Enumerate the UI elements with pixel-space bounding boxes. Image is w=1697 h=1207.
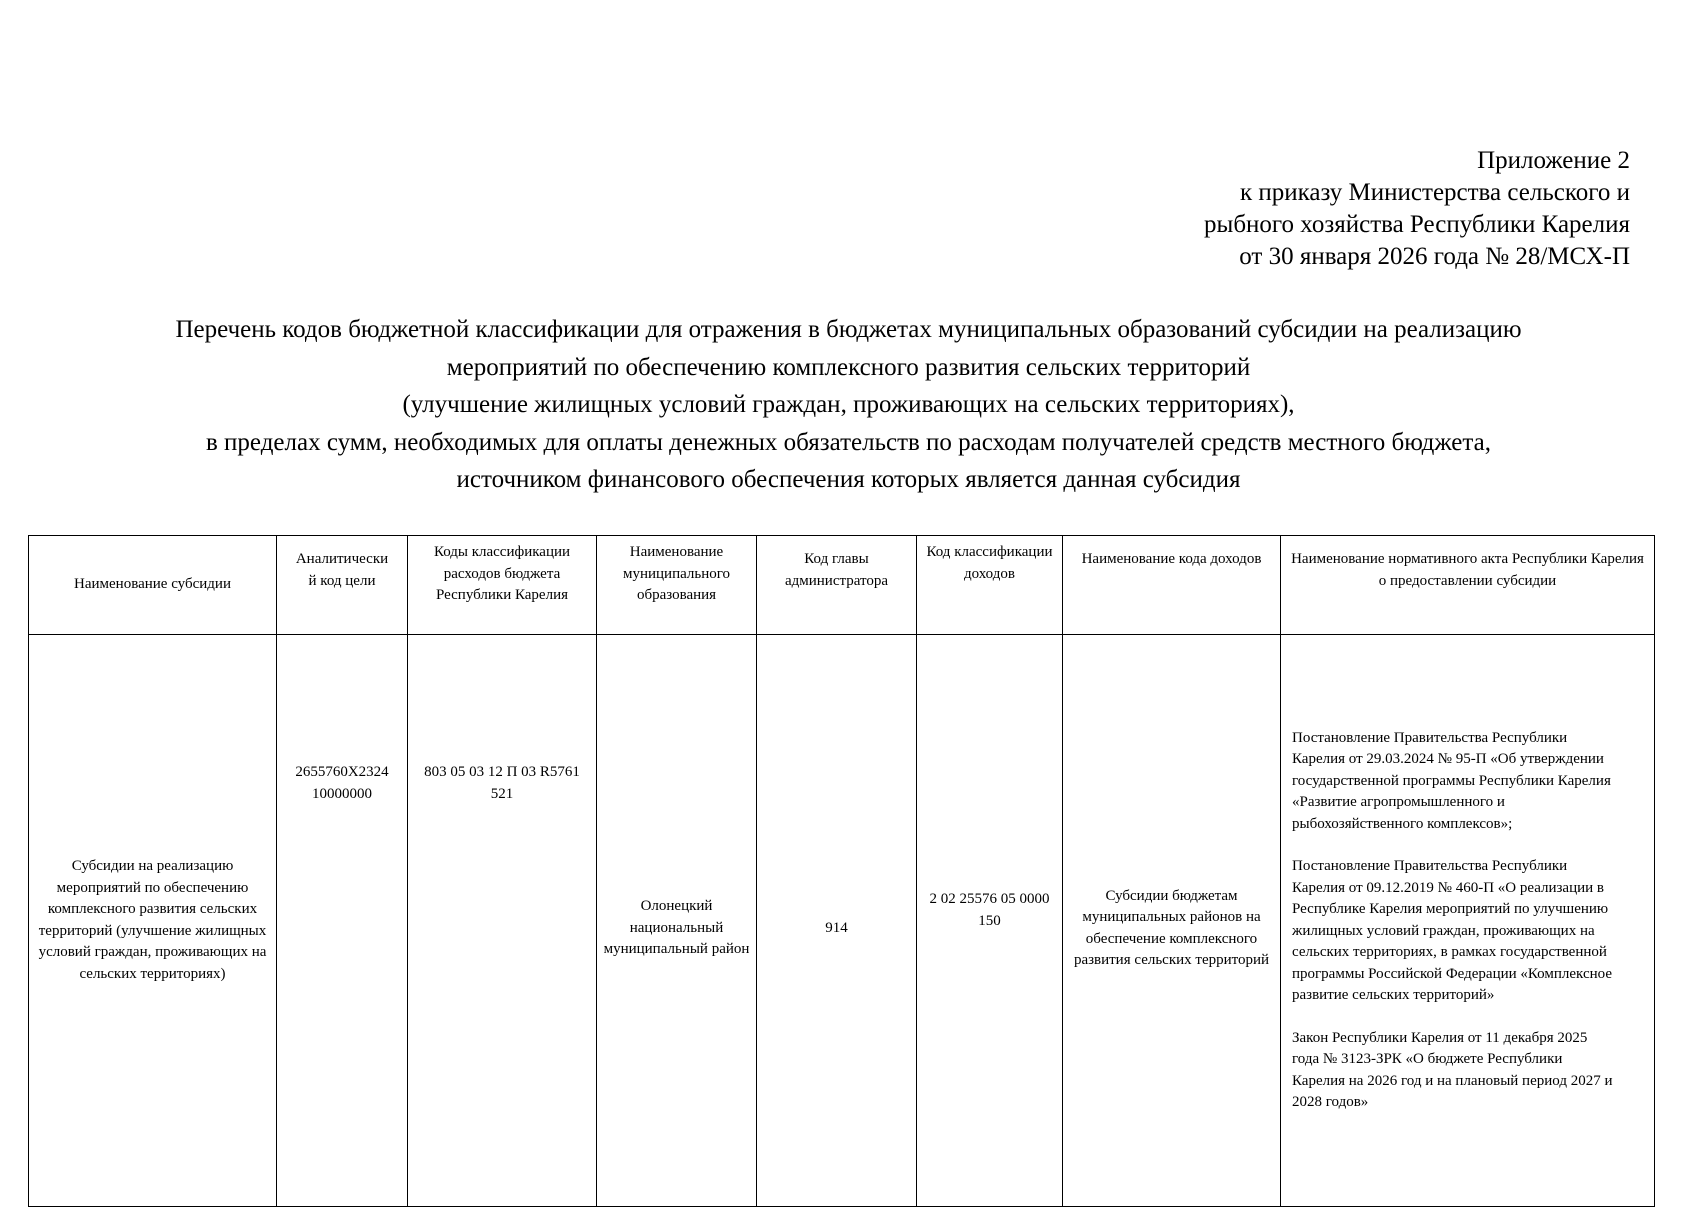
- cell-admin-code: 914: [757, 635, 917, 1207]
- appendix-line-3: рыбного хозяйства Республики Карелия: [1204, 211, 1630, 238]
- header-municipality: Наименование муниципального образования: [597, 536, 757, 635]
- document-title: [30, 311, 1667, 499]
- legal-act-2: Постановление Правительства Республики Карелия от 09.12.2019 № 460-П «О реализации в Республике Карелия мероприятий по улучшению жилищных условий граждан, проживающих на сельских территориях, в рамках государственной программы Российской Федерации «Комплексное развитие сельских территорий»: [1292, 858, 1612, 1003]
- legal-act-spacer: [1292, 1007, 1646, 1028]
- header-admin-code: Код главы администратора: [757, 536, 917, 635]
- cell-expense-codes: 803 05 03 12 П 03 R5761 521: [408, 635, 597, 1207]
- title-line-5: источником финансового обеспечения которых является данная субсидия: [456, 466, 1241, 493]
- table-header-row: [29, 536, 1655, 635]
- title-line-2: мероприятий по обеспечению комплексного развития сельских территорий: [446, 353, 1251, 381]
- table-row: [29, 635, 1655, 1207]
- cell-legal-acts: [1281, 635, 1655, 1207]
- title-line-4: в пределах сумм, необходимых для оплаты денежных обязательств по расходам получателей средств местного бюджета,: [206, 428, 1491, 456]
- header-subsidy-name: Наименование субсидии: [29, 536, 277, 635]
- title-line-1: Перечень кодов бюджетной классификации для отражения в бюджетах муниципальных образований субсидии на реализацию: [175, 316, 1522, 343]
- legal-act-1: Постановление Правительства Республики Карелия от 29.03.2024 № 95-П «Об утверждении государственной программы Республики Карелия «Развитие агропромышленного и рыбохозяйственного комплексов»;: [1292, 729, 1611, 832]
- header-analytic-code: Аналитически й код цели: [277, 536, 408, 635]
- header-income-code: Код классификации доходов: [917, 536, 1063, 635]
- cell-analytic-code: 2655760Х2324 10000000: [277, 635, 408, 1207]
- cell-income-code: 2 02 25576 05 0000 150: [917, 635, 1063, 1207]
- budget-codes-table: [28, 535, 1655, 1207]
- header-expense-codes: Коды классификации расходов бюджета Республики Карелия: [408, 536, 597, 635]
- appendix-line-4: от 30 января 2026 года № 28/МСХ-П: [1239, 243, 1630, 270]
- legal-act-3: Закон Республики Карелия от 11 декабря 2025 года № 3123-ЗРК «О бюджете Республики Карелия на 2026 год и на плановый период 2027 и 2028 годов»: [1292, 1029, 1613, 1110]
- cell-income-code-name: Субсидии бюджетам муниципальных районов на обеспечение комплексного развития сельских территорий: [1063, 635, 1281, 1207]
- appendix-line-2: к приказу Министерства сельского и: [1239, 179, 1630, 206]
- header-legal-act: Наименование нормативного акта Республики Карелия о предоставлении субсидии: [1281, 536, 1655, 635]
- cell-municipality: Олонецкий национальный муниципальный район: [597, 635, 757, 1207]
- cell-subsidy-name: Субсидии на реализацию мероприятий по обеспечению комплексного развития сельских территорий (улучшение жилищных условий граждан, проживающих на сельских территориях): [29, 635, 277, 1207]
- appendix-header: [1204, 145, 1630, 273]
- legal-act-spacer: [1292, 835, 1646, 856]
- appendix-line-1: Приложение 2: [1477, 147, 1630, 174]
- title-line-3: (улучшение жилищных условий граждан, проживающих на сельских территориях),: [402, 391, 1295, 418]
- header-income-code-name: Наименование кода доходов: [1063, 536, 1281, 635]
